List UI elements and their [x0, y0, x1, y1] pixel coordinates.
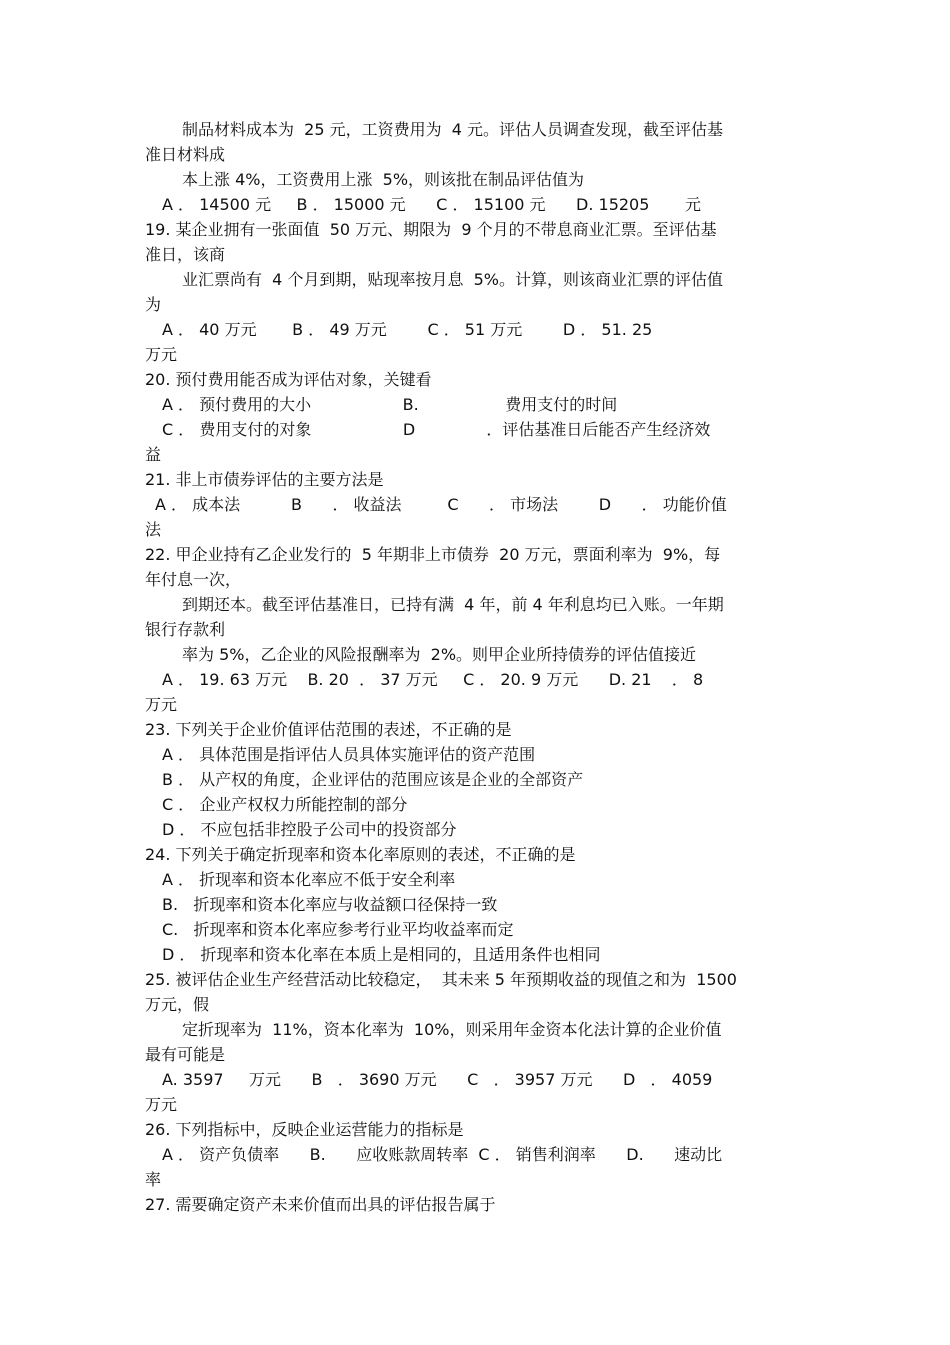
text-line: 率为 5%，乙企业的风险报酬率为 2%。则甲企业所持债券的评估值接近 [182, 645, 697, 664]
text-line: 22. 甲企业持有乙企业发行的 5 年期非上市债券 20 万元，票面利率为 9%，每 [145, 545, 721, 564]
text-line: 定折现率为 11%，资本化率为 10%，则采用年金资本化法计算的企业价值 [182, 1020, 722, 1039]
text-line: A ． 成本法 B ． 收益法 C ． 市场法 D ． 功能价值 [155, 495, 727, 514]
text-line: A ． 40 万元 B ． 49 万元 C ． 51 万元 D ． 51. 25 [162, 320, 653, 339]
text-line: 万元 [145, 345, 178, 364]
text-line: A ． 折现率和资本化率应不低于安全利率 [162, 870, 456, 889]
text-line: B ． 从产权的角度，企业评估的范围应该是企业的全部资产 [162, 770, 584, 789]
text-line: 本上涨 4%，工资费用上涨 5%，则该批在制品评估值为 [182, 170, 585, 189]
text-line: 银行存款利 [145, 620, 226, 639]
text-line: A ． 具体范围是指评估人员具体实施评估的资产范围 [162, 745, 536, 764]
text-line: B. 折现率和资本化率应与收益额口径保持一致 [162, 895, 498, 914]
text-line: 为 [145, 295, 162, 314]
text-line: C ． 费用支付的对象 D ．评估基准日后能否产生经济效 [162, 420, 711, 439]
text-line: 率 [145, 1170, 162, 1189]
text-line: 20. 预付费用能否成为评估对象，关键看 [145, 370, 432, 389]
text-line: D ． 折现率和资本化率在本质上是相同的，且适用条件也相同 [162, 945, 601, 964]
text-line: 益 [145, 445, 162, 464]
text-line: 26. 下列指标中，反映企业运营能力的指标是 [145, 1120, 464, 1139]
text-line: 到期还本。截至评估基准日，已持有满 4 年，前 4 年利息均已入账。一年期 [182, 595, 724, 614]
text-line: 准日，该商 [145, 245, 226, 264]
text-line: 准日材料成 [145, 145, 226, 164]
text-line: A ． 14500 元 B ． 15000 元 C ． 15100 元 D. 15205 元 [162, 195, 702, 214]
text-line: A ． 预付费用的大小 B. 费用支付的时间 [162, 395, 618, 414]
text-line: 24. 下列关于确定折现率和资本化率原则的表述，不正确的是 [145, 845, 576, 864]
text-line: 19. 某企业拥有一张面值 50 万元、期限为 9 个月的不带息商业汇票。至评估基 [145, 220, 717, 239]
text-line: C ． 企业产权权力所能控制的部分 [162, 795, 408, 814]
text-line: 23. 下列关于企业价值评估范围的表述，不正确的是 [145, 720, 512, 739]
text-line: A ． 19. 63 万元 B. 20 ． 37 万元 C ． 20. 9 万元 D. 21 ． 8 [162, 670, 704, 689]
text-line: A. 3597 万元 B ． 3690 万元 C ． 3957 万元 D ． 4059 [162, 1070, 713, 1089]
text-line: 业汇票尚有 4 个月到期，贴现率按月息 5%。计算，则该商业汇票的评估值 [182, 270, 723, 289]
text-line: D ． 不应包括非控股子公司中的投资部分 [162, 820, 457, 839]
text-line: 21. 非上市债券评估的主要方法是 [145, 470, 384, 489]
text-line: C. 折现率和资本化率应参考行业平均收益率而定 [162, 920, 514, 939]
text-line: 27. 需要确定资产未来价值而出具的评估报告属于 [145, 1195, 496, 1214]
text-line: 25. 被评估企业生产经营活动比较稳定， 其未来 5 年预期收益的现值之和为 1500 [145, 970, 737, 989]
text-line: 年付息一次， [145, 570, 242, 589]
text-line: 制品材料成本为 25 元，工资费用为 4 元。评估人员调查发现，截至评估基 [182, 120, 724, 139]
text-line: 万元 [145, 1095, 178, 1114]
text-line: 法 [145, 520, 162, 539]
text-line: 最有可能是 [145, 1045, 226, 1064]
text-line: 万元，假 [145, 995, 210, 1014]
text-line: 万元 [145, 695, 178, 714]
text-line: A ． 资产负债率 B. 应收账款周转率 C ． 销售利润率 D. 速动比 [162, 1145, 723, 1164]
